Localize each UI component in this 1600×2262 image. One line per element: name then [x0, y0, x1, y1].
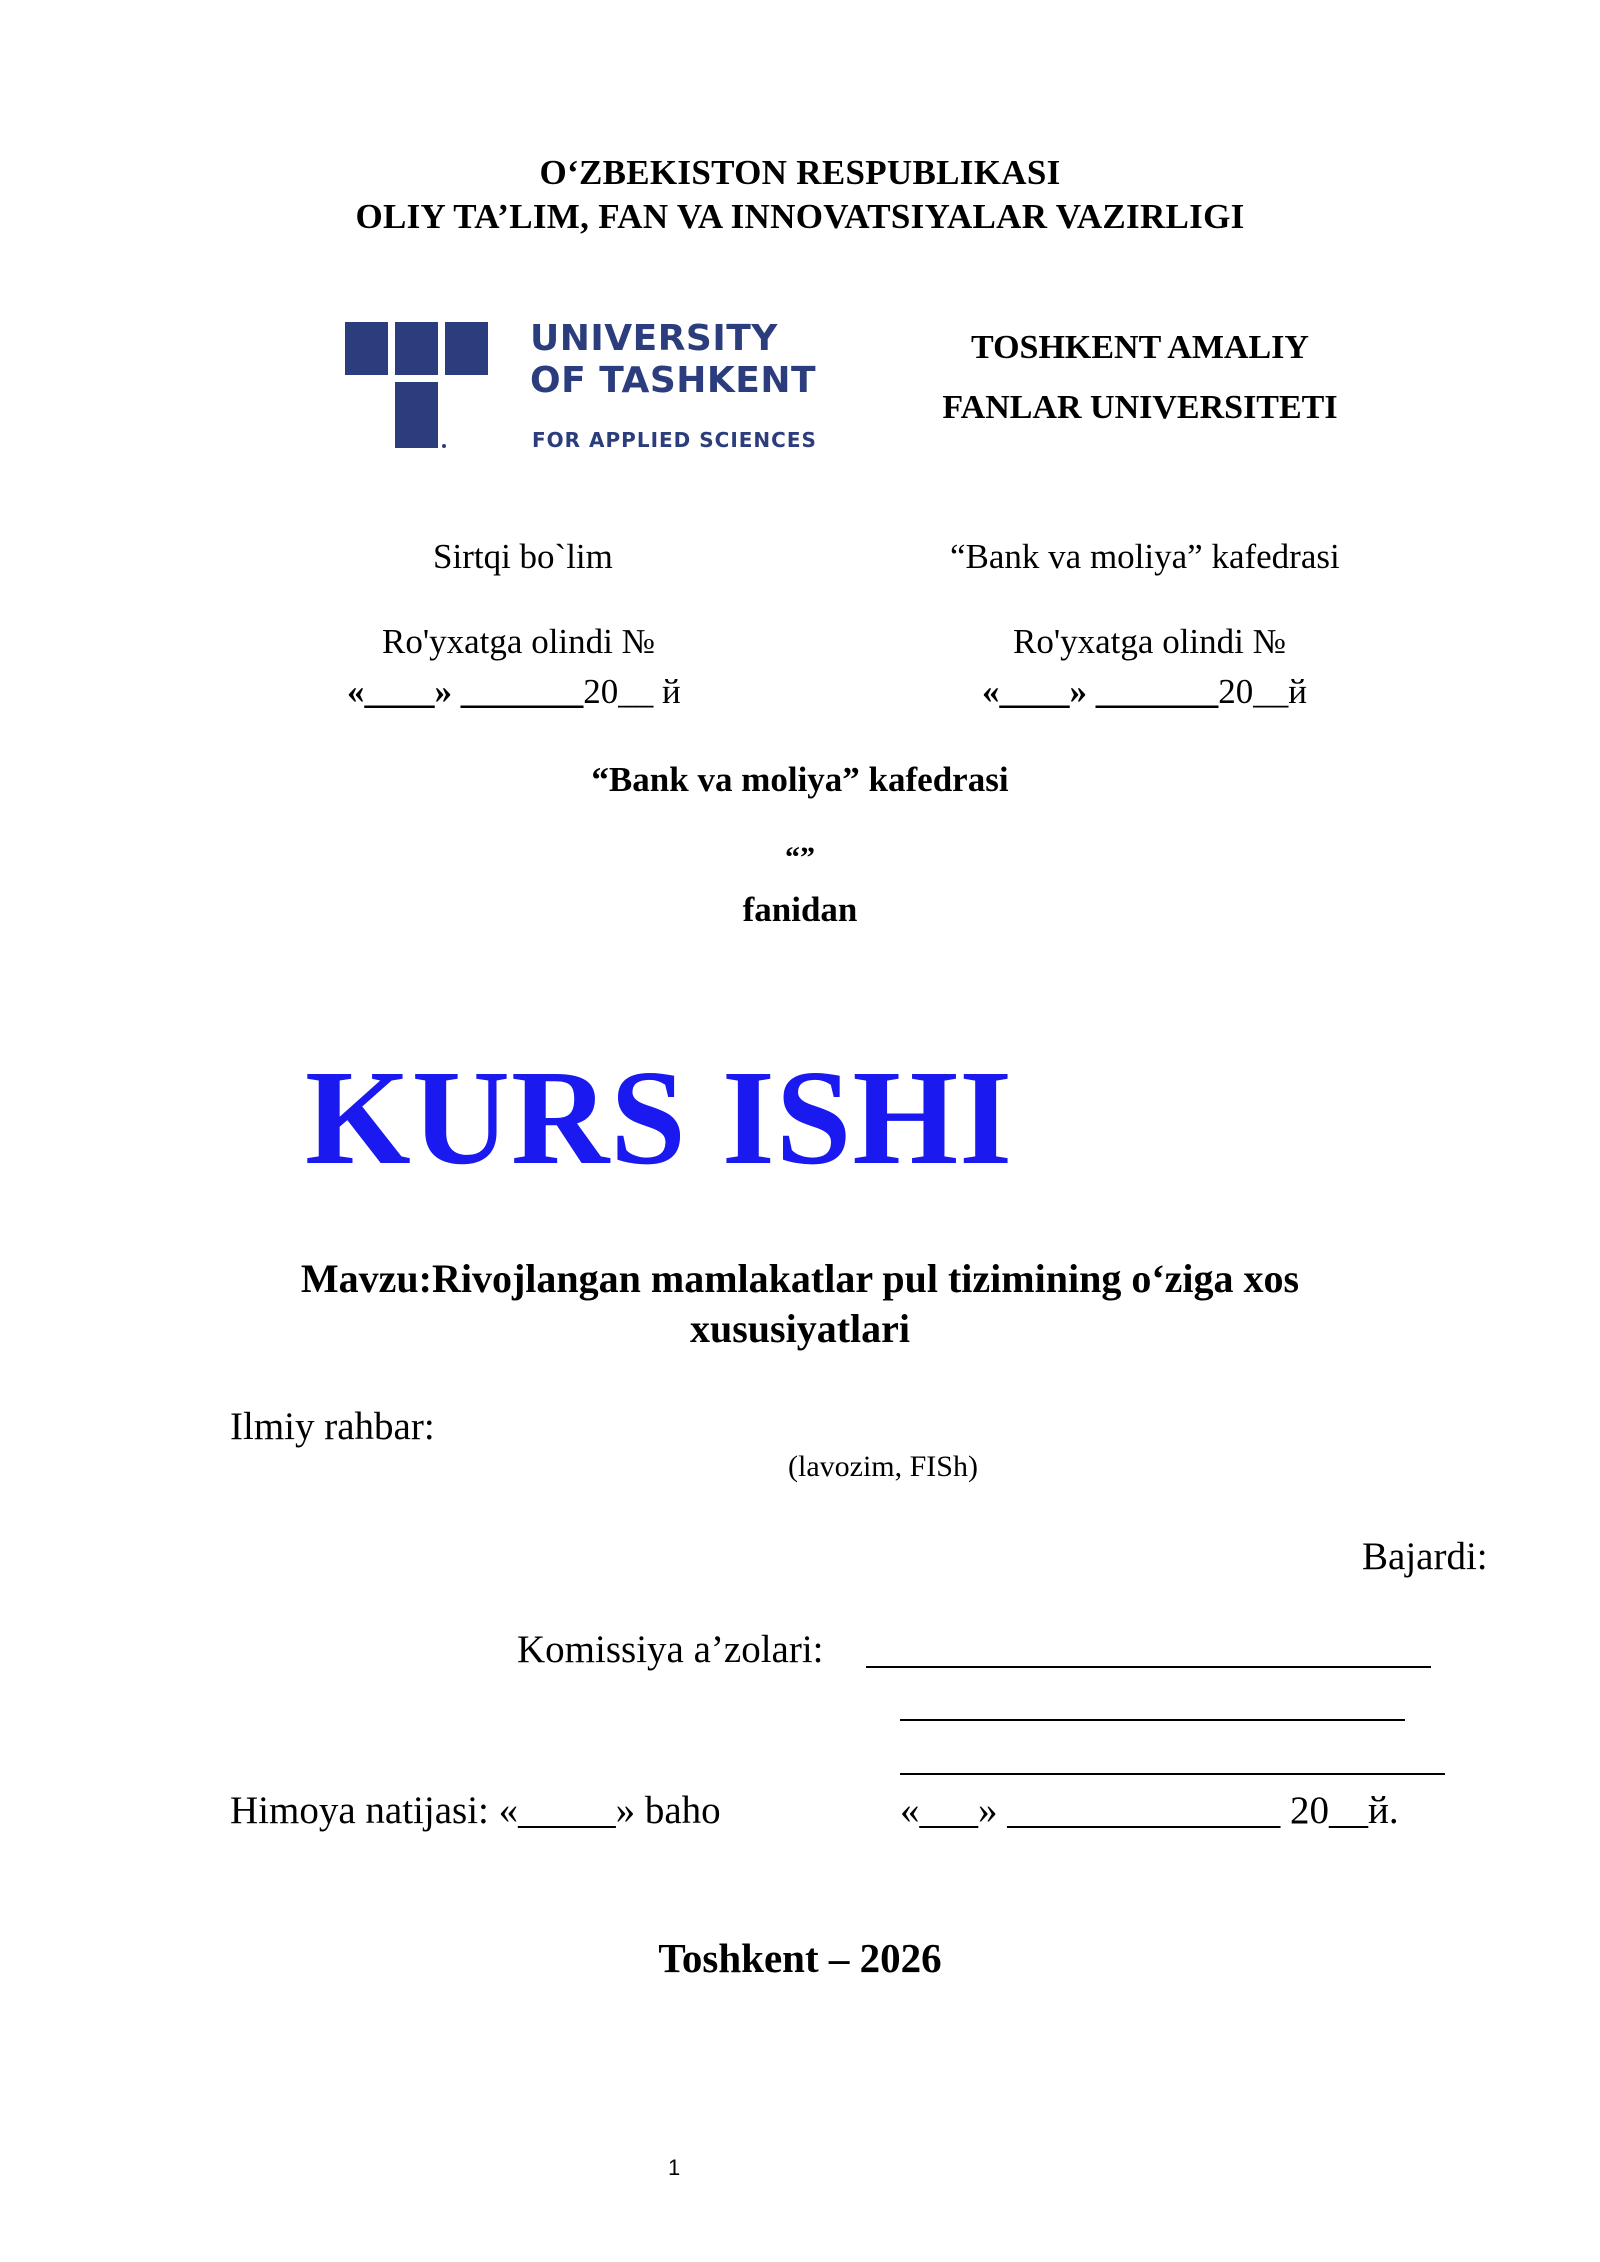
- department-right: “Bank va moliya” kafedrasi: [950, 537, 1340, 576]
- registration-date-left: [347, 672, 681, 712]
- performed-label: Bajardi:: [1362, 1535, 1488, 1578]
- date-close-quote: »: [1069, 672, 1087, 711]
- logo-text-of-tashkent: OF TASHKENT: [530, 360, 817, 401]
- commission-line-2: [900, 1719, 1405, 1721]
- logo-text-university: UNIVERSITY: [530, 318, 778, 359]
- date-month-blank: _______: [460, 672, 584, 711]
- subject-quotes: “”: [785, 841, 815, 874]
- date-day-blank: ____: [999, 672, 1070, 711]
- date-month-blank: _______: [1095, 672, 1219, 711]
- date-day-blank: ____: [364, 672, 435, 711]
- commission-label: Komissiya a’zolari:: [517, 1628, 824, 1671]
- defense-result: [230, 1788, 721, 1833]
- topic-line2: xususiyatlari: [689, 1306, 911, 1351]
- commission-line-3: [900, 1773, 1445, 1775]
- ministry-country: O‘ZBEKISTON RESPUBLIKASI: [539, 153, 1061, 192]
- kafedra-title: “Bank va moliya” kafedrasi: [591, 760, 1009, 799]
- date-open-quote: «: [982, 672, 1000, 711]
- date-year-blank: __: [1253, 672, 1289, 711]
- supervisor-hint: (lavozim, FISh): [788, 1450, 978, 1483]
- date-suffix: й: [653, 672, 681, 711]
- defense-grade-blank: _____: [518, 1789, 616, 1832]
- defense-date-close: »: [978, 1789, 998, 1832]
- date-close-quote: »: [434, 672, 452, 711]
- university-name-line1: TOSHKENT AMALIY: [971, 329, 1309, 366]
- department-left: Sirtqi bo`lim: [433, 537, 613, 576]
- defense-date-day-blank: ___: [919, 1789, 978, 1832]
- university-logo-mark: [345, 318, 495, 454]
- date-open-quote: «: [347, 672, 365, 711]
- defense-date-year-blank: __: [1329, 1789, 1368, 1832]
- ministry-name: OLIY TA’LIM, FAN VA INNOVATSIYALAR VAZIRLIGI: [355, 197, 1245, 236]
- date-suffix: й: [1288, 672, 1307, 711]
- page-number: 1: [668, 2155, 681, 2180]
- defense-date-year: 20: [1280, 1789, 1329, 1832]
- registration-date-right: [982, 672, 1307, 712]
- date-year: 20: [1218, 672, 1254, 711]
- date-year: 20: [583, 672, 619, 711]
- registration-left: Ro'yxatga olindi №: [382, 622, 656, 661]
- supervisor-label: Ilmiy rahbar:: [230, 1405, 435, 1448]
- university-name-line2: FANLAR UNIVERSITETI: [942, 389, 1338, 426]
- defense-label: Himoya natijasi: «: [230, 1789, 519, 1832]
- document-title: KURS ISHI: [305, 1043, 1014, 1193]
- topic-line1: Mavzu:Rivojlangan mamlakatlar pul tizimining o‘ziga xos: [300, 1256, 1300, 1301]
- university-logo: [345, 318, 817, 454]
- registration-right: Ro'yxatga olindi №: [1013, 622, 1287, 661]
- defense-date-month-blank: ______________: [1007, 1789, 1281, 1832]
- defense-date-open: «: [900, 1789, 920, 1832]
- logo-text-applied-sciences: FOR APPLIED SCIENCES: [532, 428, 817, 452]
- defense-date-suffix: й.: [1368, 1789, 1399, 1832]
- commission-line-1: [866, 1666, 1431, 1668]
- city-year: Toshkent – 2026: [658, 1935, 942, 1981]
- subject-suffix: fanidan: [742, 890, 858, 929]
- defense-suffix: » baho: [615, 1789, 721, 1832]
- date-year-blank: __: [618, 672, 654, 711]
- defense-date: [900, 1788, 1399, 1833]
